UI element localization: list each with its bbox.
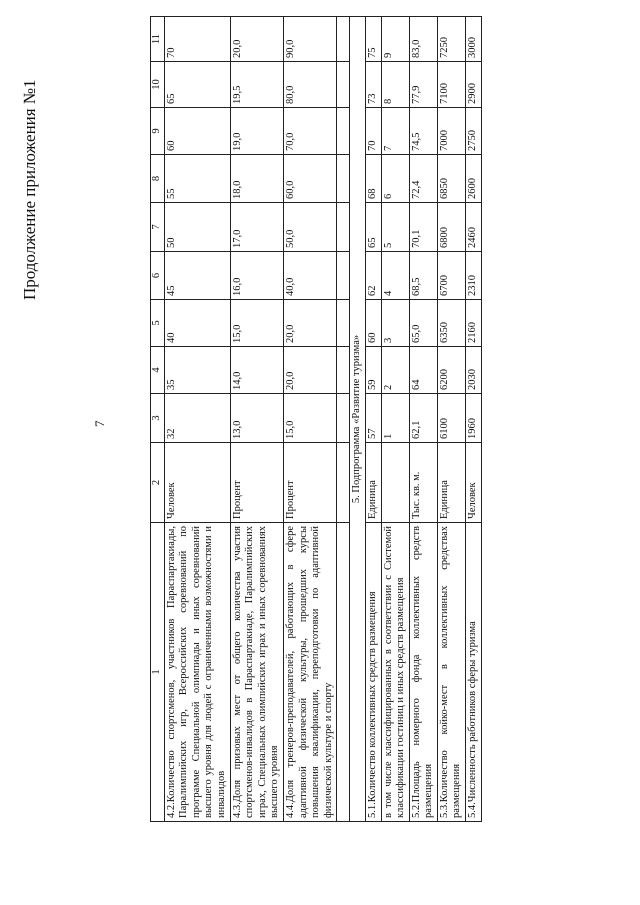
indicator-value: 9	[381, 17, 409, 62]
column-number: 4	[151, 347, 165, 394]
indicator-value: 75	[365, 17, 381, 62]
indicator-value: 6	[381, 155, 409, 203]
column-number: 9	[151, 108, 165, 155]
indicator-value: 6350	[437, 300, 465, 347]
page-number: 7	[92, 420, 107, 427]
indicator-value: 3	[381, 300, 409, 347]
indicator-value: 68	[365, 155, 381, 203]
indicator-value: 8	[381, 62, 409, 108]
indicator-name: 4.3.Доля призовых мест от общего количества участия спортсменов-инвалидов в Параспартакиаде, Паралимпийских играх, Специальных олимпийских играх и иных соревнованиях высшего уровня	[230, 523, 283, 822]
section-header-row	[350, 17, 366, 822]
indicator-value: 2310	[466, 252, 482, 300]
indicator-value: 17,0	[230, 203, 283, 252]
indicator-value: 77,9	[409, 62, 437, 108]
indicator-value: 65	[365, 203, 381, 252]
column-number: 7	[151, 203, 165, 252]
indicator-value: 1960	[466, 394, 482, 443]
indicator-name: 5.2.Площадь номерного фонда коллективных средств размещения	[409, 523, 437, 822]
table-row	[437, 17, 465, 822]
column-number: 6	[151, 252, 165, 300]
indicator-unit: Процент	[283, 443, 336, 523]
indicator-value: 65,0	[409, 300, 437, 347]
column-number: 10	[151, 62, 165, 108]
indicator-value: 50,0	[283, 203, 336, 252]
indicator-value: 73	[365, 62, 381, 108]
indicator-value: 2	[381, 347, 409, 394]
table-row	[365, 17, 381, 822]
indicator-value: 70	[164, 17, 230, 62]
indicator-unit: Человек	[466, 443, 482, 523]
indicator-value: 19,5	[230, 62, 283, 108]
indicator-value: 60,0	[283, 155, 336, 203]
indicator-value: 64	[409, 347, 437, 394]
indicator-value: 2460	[466, 203, 482, 252]
indicator-value: 40,0	[283, 252, 336, 300]
indicator-value: 6700	[437, 252, 465, 300]
indicator-value: 70	[365, 108, 381, 155]
indicator-unit: Единица	[365, 443, 381, 523]
indicator-value: 2030	[466, 347, 482, 394]
indicator-value: 90,0	[283, 17, 336, 62]
indicator-value: 55	[164, 155, 230, 203]
indicator-value: 7	[381, 108, 409, 155]
table-row	[283, 17, 336, 822]
indicator-unit: Процент	[230, 443, 283, 523]
indicator-name: 4.2.Количество спортсменов, участников Параспартакиады, Паралимпийских игр, Всероссийских соревнований по программе Специальной олимпиады и иных соревнований высшего уровня для людей с ограниченными возможностями и инвалидов	[164, 523, 230, 822]
indicator-value: 20,0	[283, 300, 336, 347]
indicator-value: 6100	[437, 394, 465, 443]
indicator-value: 62,1	[409, 394, 437, 443]
indicator-value: 2750	[466, 108, 482, 155]
indicator-name: 5.4.Численность работников сферы туризма	[466, 523, 482, 822]
indicator-value: 4	[381, 252, 409, 300]
indicator-value: 6850	[437, 155, 465, 203]
indicator-value: 1	[381, 394, 409, 443]
indicator-value: 70,0	[283, 108, 336, 155]
indicator-value: 60	[365, 300, 381, 347]
indicator-value: 62	[365, 252, 381, 300]
indicator-value: 7000	[437, 108, 465, 155]
indicator-value: 65	[164, 62, 230, 108]
indicators-table	[150, 16, 482, 822]
table-row	[409, 17, 437, 822]
indicator-value: 19,0	[230, 108, 283, 155]
indicator-value: 80,0	[283, 62, 336, 108]
column-number: 3	[151, 394, 165, 443]
indicator-value: 35	[164, 347, 230, 394]
indicator-value: 7100	[437, 62, 465, 108]
column-number: 2	[151, 443, 165, 523]
indicator-value: 3000	[466, 17, 482, 62]
indicator-value: 72,4	[409, 155, 437, 203]
indicator-value: 40	[164, 300, 230, 347]
column-number-row	[151, 17, 165, 822]
indicator-value: 6800	[437, 203, 465, 252]
indicator-value: 14,0	[230, 347, 283, 394]
spacer-row	[337, 17, 350, 822]
indicator-value: 70,1	[409, 203, 437, 252]
indicator-value: 2160	[466, 300, 482, 347]
indicator-value: 60	[164, 108, 230, 155]
appendix-continuation-note: Продолжение приложения №1	[20, 79, 39, 300]
column-number: 1	[151, 523, 165, 822]
indicator-unit: Человек	[164, 443, 230, 523]
indicator-value: 74,5	[409, 108, 437, 155]
table-row	[381, 17, 409, 822]
indicator-value: 15,0	[230, 300, 283, 347]
table-row	[230, 17, 283, 822]
indicator-value: 18,0	[230, 155, 283, 203]
indicator-value: 45	[164, 252, 230, 300]
indicator-value: 15,0	[283, 394, 336, 443]
indicator-value: 68,5	[409, 252, 437, 300]
indicator-value: 6200	[437, 347, 465, 394]
table-row	[164, 17, 230, 822]
indicator-value: 2600	[466, 155, 482, 203]
indicator-value: 83,0	[409, 17, 437, 62]
indicator-value: 7250	[437, 17, 465, 62]
table-row	[466, 17, 482, 822]
column-number: 8	[151, 155, 165, 203]
indicator-value: 20,0	[283, 347, 336, 394]
indicator-value: 13,0	[230, 394, 283, 443]
column-number: 11	[151, 17, 165, 62]
indicator-unit: Тыс. кв. м.	[409, 443, 437, 523]
indicator-value: 57	[365, 394, 381, 443]
indicator-value: 16,0	[230, 252, 283, 300]
indicator-value: 50	[164, 203, 230, 252]
indicator-name: в том числе классифицированных в соответствии с Системой классификации гостиниц и иных средств размещения	[381, 523, 409, 822]
indicator-value: 59	[365, 347, 381, 394]
indicator-name: 5.3.Количество койко-мест в коллективных средствах размещения	[437, 523, 465, 822]
indicator-name: 5.1.Количество коллективных средств размещения	[365, 523, 381, 822]
column-number: 5	[151, 300, 165, 347]
indicator-value: 32	[164, 394, 230, 443]
indicator-value: 20,0	[230, 17, 283, 62]
indicator-value: 2900	[466, 62, 482, 108]
indicator-unit	[381, 443, 409, 523]
section-title: 5. Подпрограмма «Развитие туризма»	[350, 17, 366, 822]
indicator-value: 5	[381, 203, 409, 252]
indicator-unit: Единица	[437, 443, 465, 523]
indicator-name: 4.4.Доля тренеров-преподавателей, работающих в сфере адаптивной физической культуры, прошедших курсы повышения квалификации, переподготовки по адаптивной физической культуре и спорту	[283, 523, 336, 822]
